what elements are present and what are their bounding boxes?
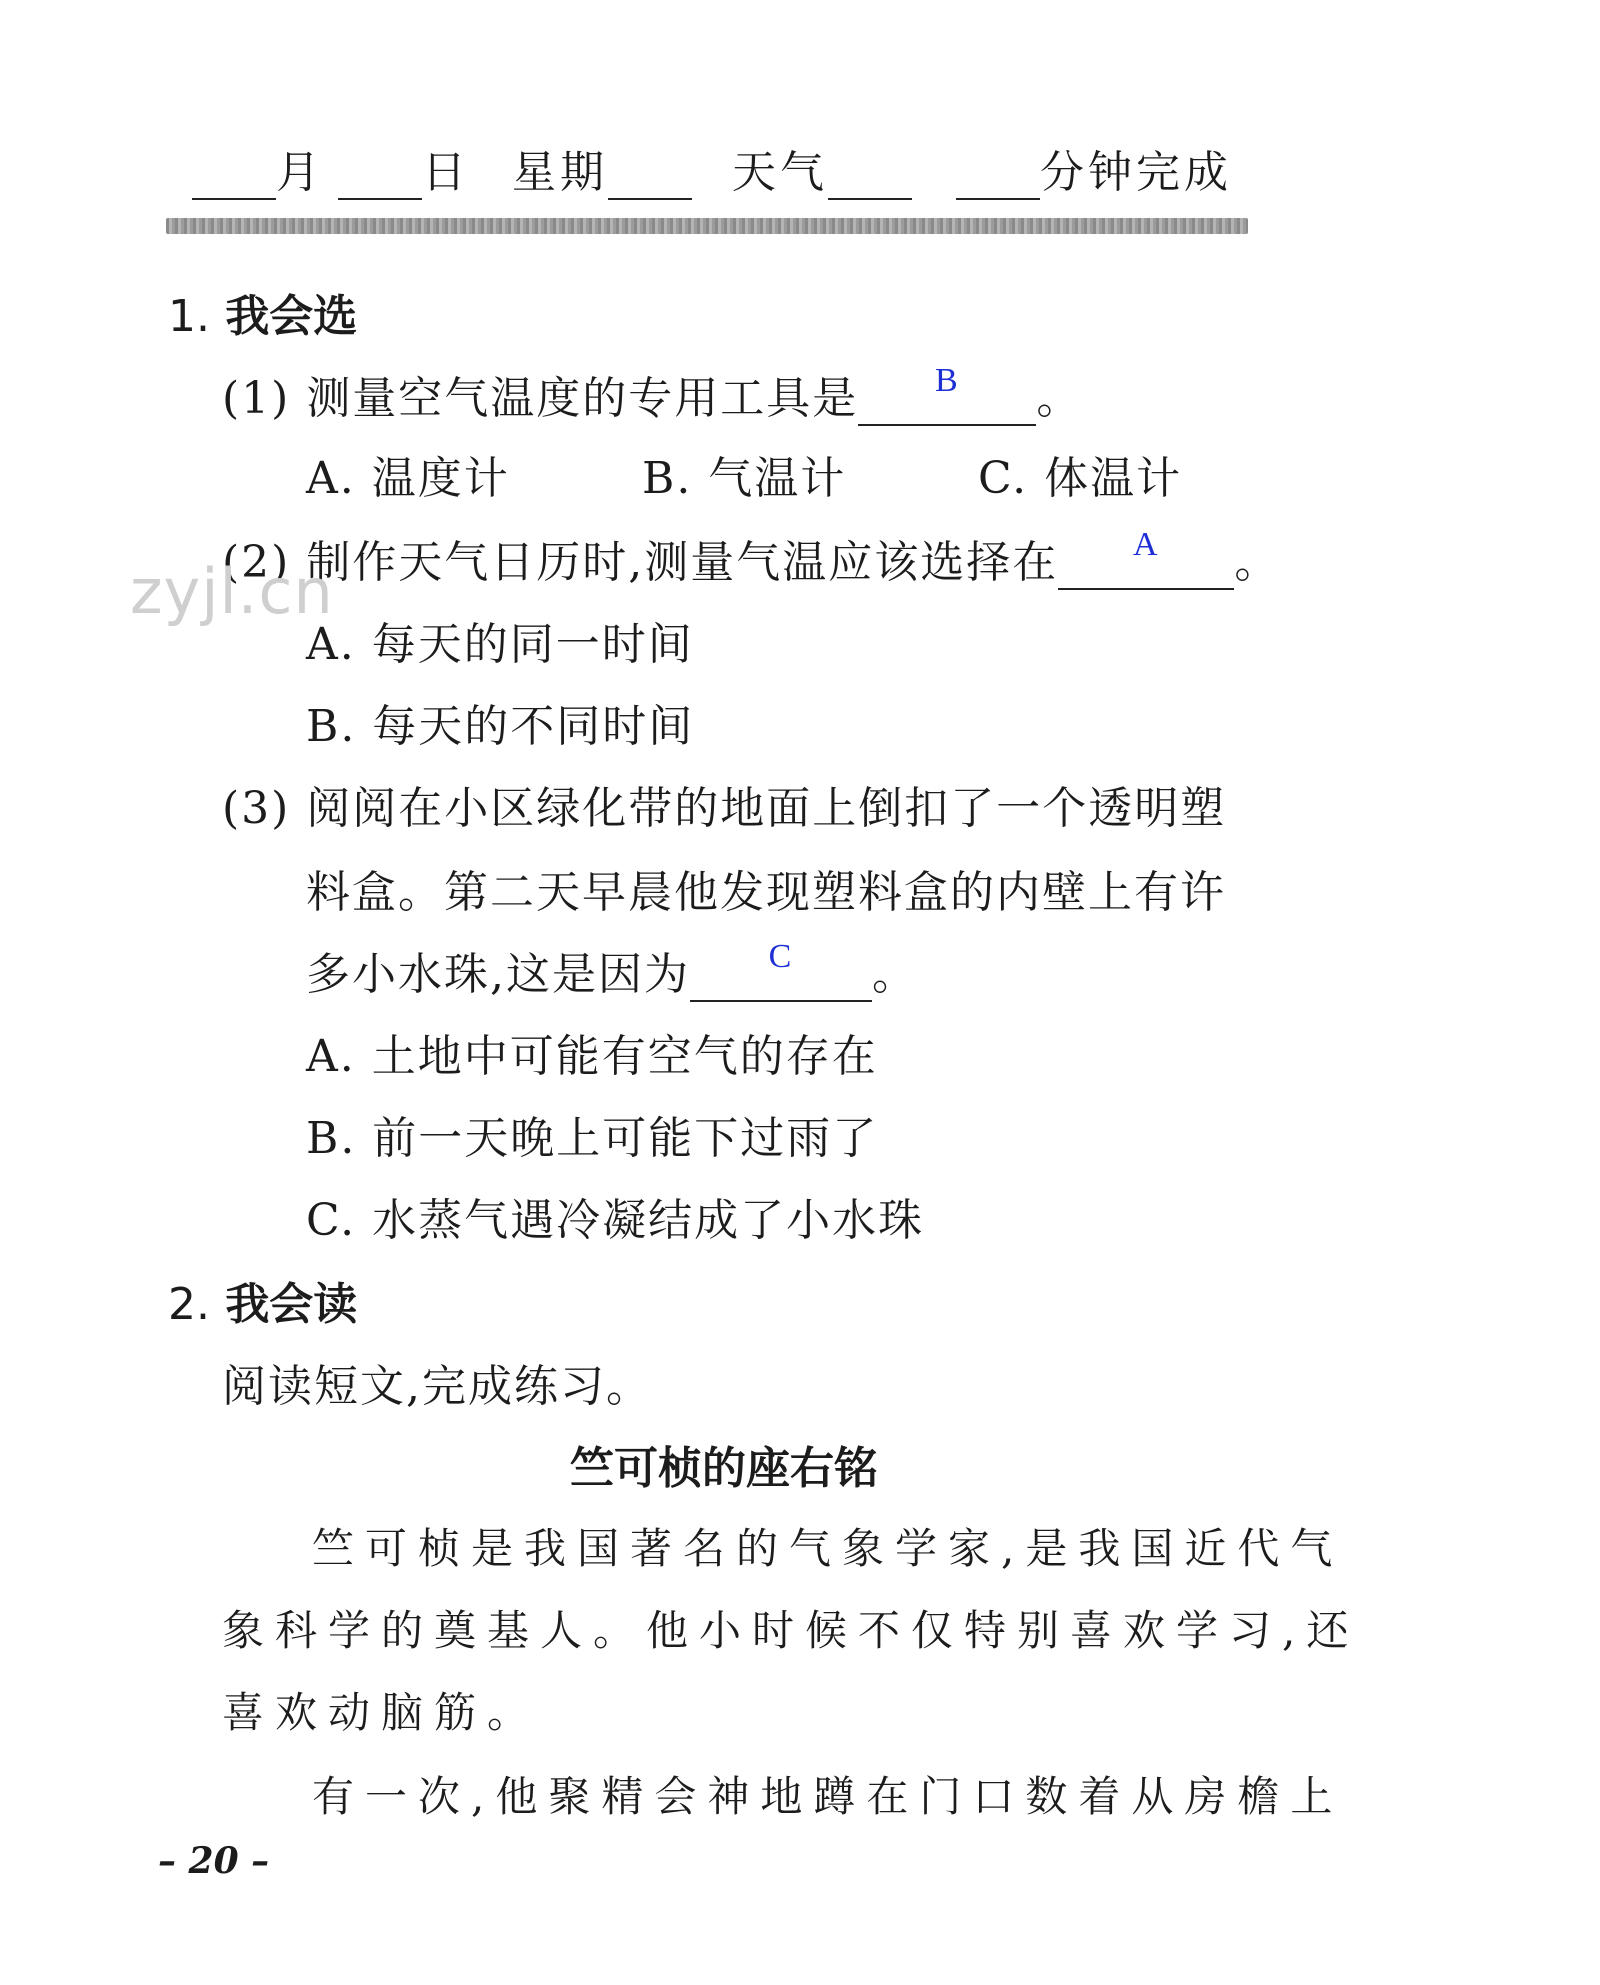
q3-option-b: B. 前一天晚上可能下过雨了	[306, 1113, 879, 1164]
passage-line-1: 竺可桢是我国著名的气象学家,是我国近代气	[312, 1524, 1344, 1573]
passage-line-4: 有一次,他聚精会神地蹲在门口数着从房檐上	[312, 1772, 1344, 1821]
question-2: (2) 制作天气日历时,测量气温应该选择在 A 。	[222, 526, 1281, 588]
answer-2: A	[1133, 526, 1160, 563]
question-1: (1) 测量空气温度的专用工具是 B 。	[222, 362, 1083, 424]
header-divider	[166, 218, 1248, 234]
answer-blank-1	[858, 362, 1036, 426]
q2-option-b: B. 每天的不同时间	[306, 701, 695, 752]
question-3-line3: 多小水珠,这是因为 C 。	[306, 938, 918, 1000]
section2-heading: 2. 我会读	[168, 1279, 358, 1330]
watermark: zyjl.cn	[130, 555, 334, 628]
q3-option-c: C. 水蒸气遇冷凝结成了小水珠	[306, 1195, 925, 1246]
page-number: – 20 –	[158, 1840, 270, 1882]
date-header	[192, 132, 1252, 196]
answer-blank-3	[690, 938, 872, 1002]
q3-option-a: A. 土地中可能有空气的存在	[306, 1031, 878, 1082]
answer-1: B	[934, 362, 960, 399]
minutes-field: 分钟完成	[956, 136, 1232, 200]
passage-line-2: 象科学的奠基人。他小时候不仅特别喜欢学习,还	[222, 1606, 1360, 1655]
answer-3: C	[768, 938, 794, 975]
q1-option-c: C. 体温计	[978, 453, 1183, 504]
day-field: 日	[338, 136, 470, 200]
weekday-field: 星期	[512, 136, 692, 200]
q2-option-a: A. 每天的同一时间	[306, 619, 694, 670]
passage-title: 竺可桢的座右铭	[570, 1443, 878, 1494]
q1-option-b: B. 气温计	[642, 453, 847, 504]
weather-field: 天气	[732, 136, 912, 200]
answer-blank-2	[1058, 526, 1234, 590]
question-3-line1: (3) 阅阅在小区绿化带的地面上倒扣了一个透明塑	[222, 783, 1227, 834]
question-3-line2: 料盒。第二天早晨他发现塑料盒的内壁上有许	[306, 867, 1226, 918]
reading-instruction: 阅读短文,完成练习。	[222, 1361, 652, 1412]
section1-heading: 1. 我会选	[168, 291, 358, 342]
q1-option-a: A. 温度计	[306, 453, 510, 504]
passage-line-3: 喜欢动脑筋。	[222, 1688, 541, 1737]
month-field: 月	[192, 136, 324, 200]
